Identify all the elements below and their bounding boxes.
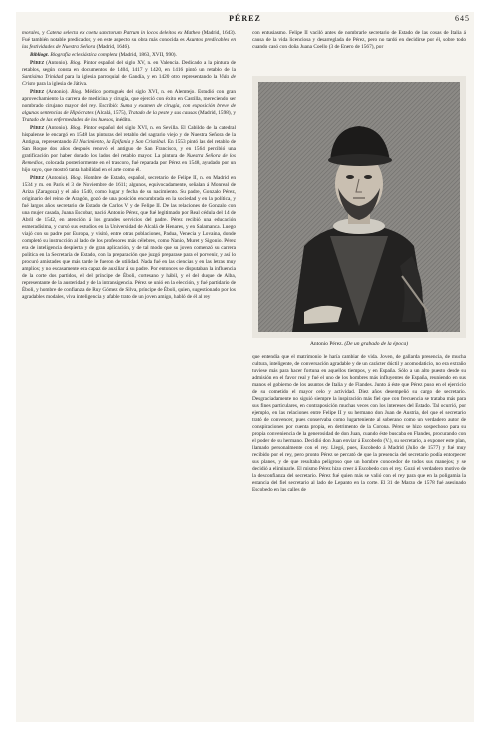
entry-continuation: morales, y Catena selecta ex coetu sanctorum Patrum in locos deleitos ex Matheo (Madrid, 1643). Fué también notable predicador, y en este aspecto su obra más conocida es Asuntos predicables en las festividades de Nuestra Señora (Madrid, 1646).	[22, 30, 236, 50]
running-head-title: PÉREZ	[229, 14, 261, 23]
book-page	[16, 12, 474, 722]
portrait-engraving	[252, 76, 466, 338]
left-column	[22, 30, 236, 720]
entry-perez-antonio-statesman: Pérez (Antonio). Biog. Hombre de Estado, español, secretario de Felipe II, n. en Madrid en 1534 y m. en París el 3 de Noviembre de 1611; algunos, equivocadamente, señalan á Monreal de Ariza (Zaragoza) y el año 1540, como lugar y fecha de su nacimiento. Su padre, Gonzalo Pérez, originario del reino de Aragón, gozó de una posición encumbrada en la sociedad y en la política, y fué largos años secretario de Estado de Carlos V y de Felipe II. De las relaciones de Gonzalo con una mujer casada, Juana Escobar, nació Antonio Pérez, que fué legitimado por Real cédula del 14 de Abril de 1542, en atención á los grandes servicios del padre. Pérez recibió una educación esmeradísima, y cursó sus estudios en la Universidad de Alcalá de Henares, y en Salamanca. Luego viajó con su padre por Europa, y visitó, entre otras poblaciones, Padua, Venecia y Lovaina, donde completó su instrucción al lado de los profesores más célebres, como Nanio, Muret y Sigonio. Pérez era de inteligencia despierta y de gran aplicación, y de tal modo que su joven comenzó su carrera política en la Secretaría de Estado, con la preparación que juzgó preparase para el porvenir, y así lo procuró amistades que más tarde le fueron de utilidad. Nada fué en las ciencias y en las letras muy amplios; y no escasamente era capaz de auxiliar á su padre. Por entonces se disputaban la influencia de la corte dos partidos, el del príncipe de Éboli, cortesano y hábil, y el del duque de Alba, representante de la austeridad y de la intransigencia. Pérez se unió en la elección, y fué partidario de Éboli, y hombre de confianza de Ruy Gómez de Silva, príncipe de Éboli, quien, sugestionado por los agradables modales, viva inteligencia y afable trato de un joven amigo, habló de él al rey	[22, 175, 236, 300]
portrait-caption	[252, 341, 466, 347]
entry-perez-antonio-physician: Pérez (Antonio). Biog. Médico portugués del siglo XVI, n. en Alemtejo. Estudió con gran aprovechamiento la carrera de medicina y cirugía, que ejerció con éxito en Castilla, mereciendo ser nombrado cirujano mayor del rey. Escribió: Suma y examen de cirugía, con exposición breve de algunas sentencias de Hipócrates (Alcalá, 1575), Tratado de la peste y sus causas (Madrid, 1598), y Tratado de las enfermedades de los huesos, inédito.	[22, 89, 236, 123]
right-column-bottom-text: que entendía que el matrimonio le haría cambiar de vida. Joven, de gallarda presencia, de mucha cultura, inteligente, de conversación agradable y de un carácter dúctil y acomodaticio, no era extraño tuviese más para hacer fortuna en aquellos tiempos, y en España. Sólo a un alto puesto desde su admisión en el favor real y fué el uno de los hombres más influyentes de España, reuniendo en sus manos el gobierno de los asuntos de Italia y de Flandes. Junto á éste que Pérez puso en el ejercicio de su cometido el mayor celo y actividad. Diez años desempeñó su cargo de secretario. Desgraciadamente no siguió siempre la inspiración más fiel que con frecuencia se trataba más para sus fines particulares, en contraposición muchas veces con los intereses del Estado. Tal ocurrió, por ejemplo, en las relaciones entre Felipe II y su hermano don Juan de Austria, del que el secretario trató de convencer, pues conservaba como lugarteniente al soberano como un verdadero autor de conspiraciones por cuenta propia, en detrimento de la Corona. Pérez se hizo sospechoso para su propia conveniencia de la generosidad de don Juan, cuando éste buscaba en Flandes, procurando con el poder de su hermano. Decidió don Juan enviar á Escobedo (V.), su secretario, a exponer este plan, llamado personalmente con el rey. Llegó, pues, Escobedo á Madrid (Julio de 1577) y fué muy recibido por el rey, pero pronto Pérez se percató de que la presencia del secretario podía entorpecer sus planes, y de que resultaba peligroso que un hombre conocedor de todos sus manejos; y se decidió a eliminarle. El mismo Pérez hizo creer á Escobedo con el rey. Gozó el verdadero motivo de la desconfianza del secretario. Pérez fué quien más se valió con el rey para que en la poligamia la estancia del fiel secretario al lado de Lepanto en la corte. El 31 de Marzo de 1578 fué asesinado Escobedo en las calles de	[252, 354, 466, 493]
right-column-top-text: con entusiasmo. Felipe II vaciló antes de nombrarle secretario de Estado de las cosas de Italia á causa de la vida licenciosa y desarreglada de Pérez, pero no tardó en decidirse por él, sobre todo cuando casó con doña Juana Coello (3 de Enero de 1567), por	[252, 30, 466, 50]
portrait-illustration	[252, 76, 466, 338]
entry-perez-antonio-painter-valencia: Pérez (Antonio). Biog. Pintor español del siglo XV, n. en Valencia. Dedicado a la pintura de retablos, según consta en documentos de 1404, 1417 y 1420, en 1416 pintó un retablo de la Santísima Trinidad para la iglesia parroquial de Gandía, y en 1420 otro representando la Vida de Cristo para la iglesia de Játiva.	[22, 60, 236, 87]
caption-name: Antonio Pérez.	[309, 341, 343, 347]
entry-perez-antonio-painter-seville: Pérez (Antonio). Biog. Pintor español del siglo XVI, n. en Sevilla. El Cabildo de la catedral hispalense le encargó en 1548 las pinturas del retablo del sagrario viejo y de Nuestra Señora de la Antigua, representando El Nacimiento, la Epifanía y San Cristóbal. En 1553 pintó las del retablo de San Roque dos años después renovó el antiguo de San Francisco, y en 1564 percibió una gratificación por haber dorado los lados del retablo mayor. La pintura de Nuestra Señora de los Remedios, colocada posteriormente en el trascoro, fué reparada por Pérez en 1548, ayudado por un hijo suyo, que mostró tanta habilidad en el arte como él.	[22, 125, 236, 173]
bibliography-line: Bibliogr. Biografía eclesiástica completa (Madrid, 1863, XVII, 990).	[30, 52, 177, 58]
caption-source: (De un grabado de la época)	[342, 341, 409, 347]
running-header	[16, 12, 474, 26]
page-number: 645	[455, 14, 470, 23]
